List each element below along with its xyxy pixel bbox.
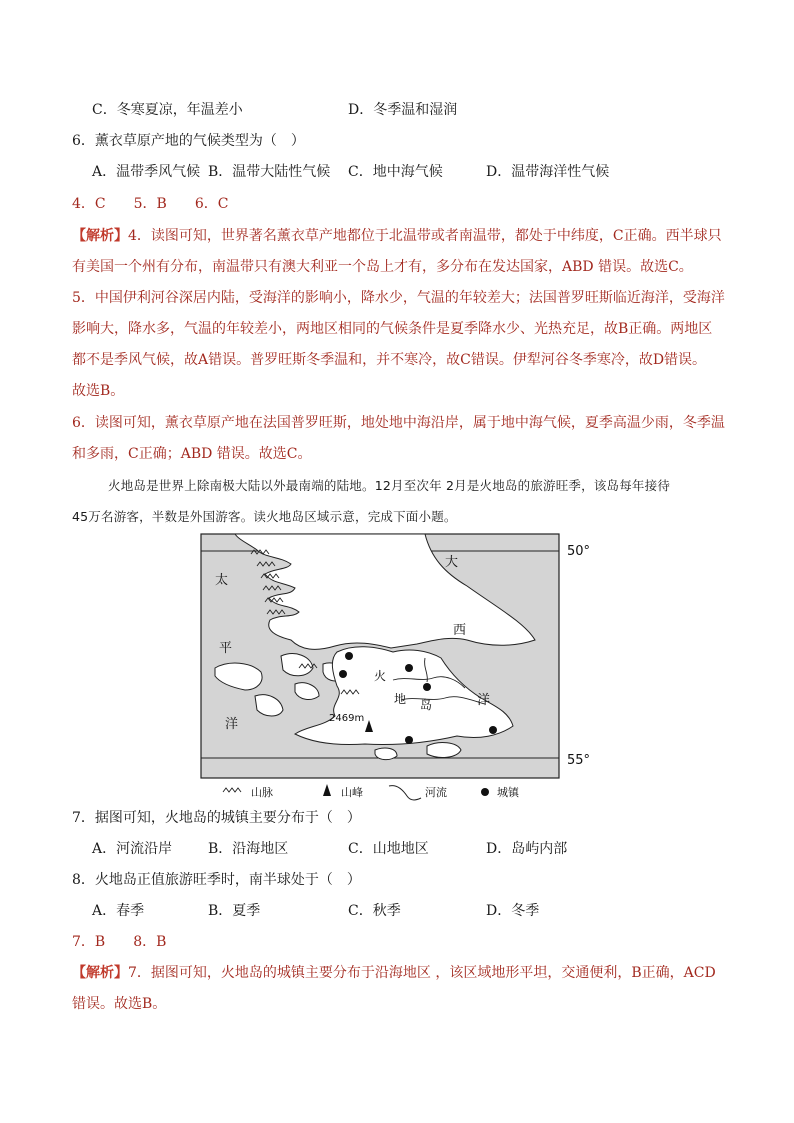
town-dot: [345, 652, 353, 660]
analysis-4-6-line-4: 影响大，降水多，气温的年较差小，两地区相同的气候条件是夏季降水少、光热充足，故B正确。两地区: [72, 321, 713, 337]
passage-line-2: 45万名游客，半数是外国游客。读火地岛区域示意，完成下面小题。: [72, 509, 457, 524]
q6-option-a: A．温带季风气候: [92, 164, 201, 180]
latitude-label-55: 55°: [567, 753, 591, 768]
legend-peak-icon: [323, 784, 331, 796]
legend-mountain-icon: [223, 788, 241, 792]
island-label-1: 火: [374, 669, 387, 683]
ocean-label-atlantic-1: 大: [445, 555, 459, 570]
analysis-4-6-line-6: 故选B。: [72, 383, 125, 399]
q8-option-d: D．冬季: [486, 903, 540, 919]
q7-option-b: B．沿海地区: [208, 841, 289, 857]
q7-option-d: D．岛屿内部: [486, 841, 568, 857]
island-label-2: 地: [394, 692, 407, 706]
analysis-text: 7．据图可知，火地岛的城镇主要分布于沿海地区 ，该区域地形平坦，交通便利，B正确，ACD: [128, 965, 716, 981]
q8-option-b: B．夏季: [208, 903, 261, 919]
analysis-tag: 【解析】: [72, 228, 128, 244]
analysis-text: 4．读图可知，世界著名薰衣草产地都位于北温带或者南温带，都处于中纬度，C正确。西半球只: [128, 228, 722, 244]
analysis-4-6-line-3: 5．中国伊利河谷深居内陆，受海洋的影响小，降水少，气温的年较差大；法国普罗旺斯临近海洋，受海洋: [72, 290, 725, 306]
q7-option-a: A．河流沿岸: [92, 841, 173, 857]
town-dot: [405, 736, 413, 744]
q8-stem: 8．火地岛正值旅游旺季时，南半球处于（ ）: [72, 872, 361, 888]
ocean-label-atlantic-2: 西: [453, 623, 467, 638]
ocean-label-pacific-3: 洋: [225, 717, 239, 732]
analysis-4-6-line-2: 有美国一个州有分布，南温带只有澳大利亚一个岛上才有，多分布在发达国家，ABD 错误。故选C。: [72, 259, 693, 275]
peak-elevation-label: 2469m: [329, 713, 365, 724]
analysis-4-6-line-1: [72, 226, 732, 246]
q6-stem: 6．薰衣草原产地的气候类型为（ ）: [72, 133, 305, 149]
ocean-label-pacific-1: 太: [215, 573, 229, 588]
legend-river-icon: [389, 786, 421, 800]
legend-mountain-label: 山脉: [251, 786, 273, 799]
q7-option-c: C．山地地区: [348, 841, 429, 857]
map-legend: [223, 784, 520, 800]
analysis-4-6-line-8: 和多雨，C正确；ABD 错误。故选C。: [72, 446, 312, 462]
town-dot: [339, 670, 347, 678]
south-island-1: [427, 743, 461, 758]
analysis-4-6-line-7: 6．读图可知，薰衣草原产地在法国普罗旺斯，地处地中海沿岸，属于地中海气候，夏季高温少雨，冬季温: [72, 415, 725, 431]
tierra-del-fuego-map: [195, 528, 605, 810]
latitude-label-50: 50°: [567, 544, 591, 559]
town-dot: [489, 726, 497, 734]
answers-7-8: 7．B 8．B: [72, 934, 167, 950]
q6-option-d: D．温带海洋性气候: [486, 164, 610, 180]
q8-option-c: C．秋季: [348, 903, 401, 919]
analysis-7-8-line-1: [72, 963, 732, 983]
legend-town-icon: [481, 788, 489, 796]
town-dot: [423, 683, 431, 691]
q6-option-c: C．地中海气候: [348, 164, 443, 180]
q5-option-c: C．冬寒夏凉，年温差小: [92, 102, 243, 118]
ocean-label-atlantic-3: 洋: [477, 693, 491, 708]
south-island-2: [375, 748, 397, 760]
town-dot: [405, 664, 413, 672]
q7-stem: 7．据图可知，火地岛的城镇主要分布于（ ）: [72, 810, 361, 826]
legend-river-label: 河流: [425, 786, 447, 799]
analysis-tag: 【解析】: [72, 965, 128, 981]
passage-line-1: 火地岛是世界上除南极大陆以外最南端的陆地。12月至次年 2月是火地岛的旅游旺季，该岛每年接待: [108, 478, 671, 493]
answers-4-6: 4．C 5．B 6．C: [72, 196, 229, 212]
q5-option-d: D．冬季温和湿润: [348, 102, 458, 118]
analysis-7-8-line-2: 错误。故选B。: [72, 996, 167, 1012]
q6-option-b: B．温带大陆性气候: [208, 164, 331, 180]
legend-town-label: 城镇: [497, 786, 519, 799]
legend-peak-label: 山峰: [341, 786, 363, 799]
ocean-label-pacific-2: 平: [219, 641, 233, 656]
q8-option-a: A．春季: [92, 903, 145, 919]
island-label-3: 岛: [420, 698, 433, 712]
analysis-4-6-line-5: 都不是季风气候，故A错误。普罗旺斯冬季温和，并不寒冷，故C错误。伊犁河谷冬季寒冷，故D错误。: [72, 352, 707, 368]
